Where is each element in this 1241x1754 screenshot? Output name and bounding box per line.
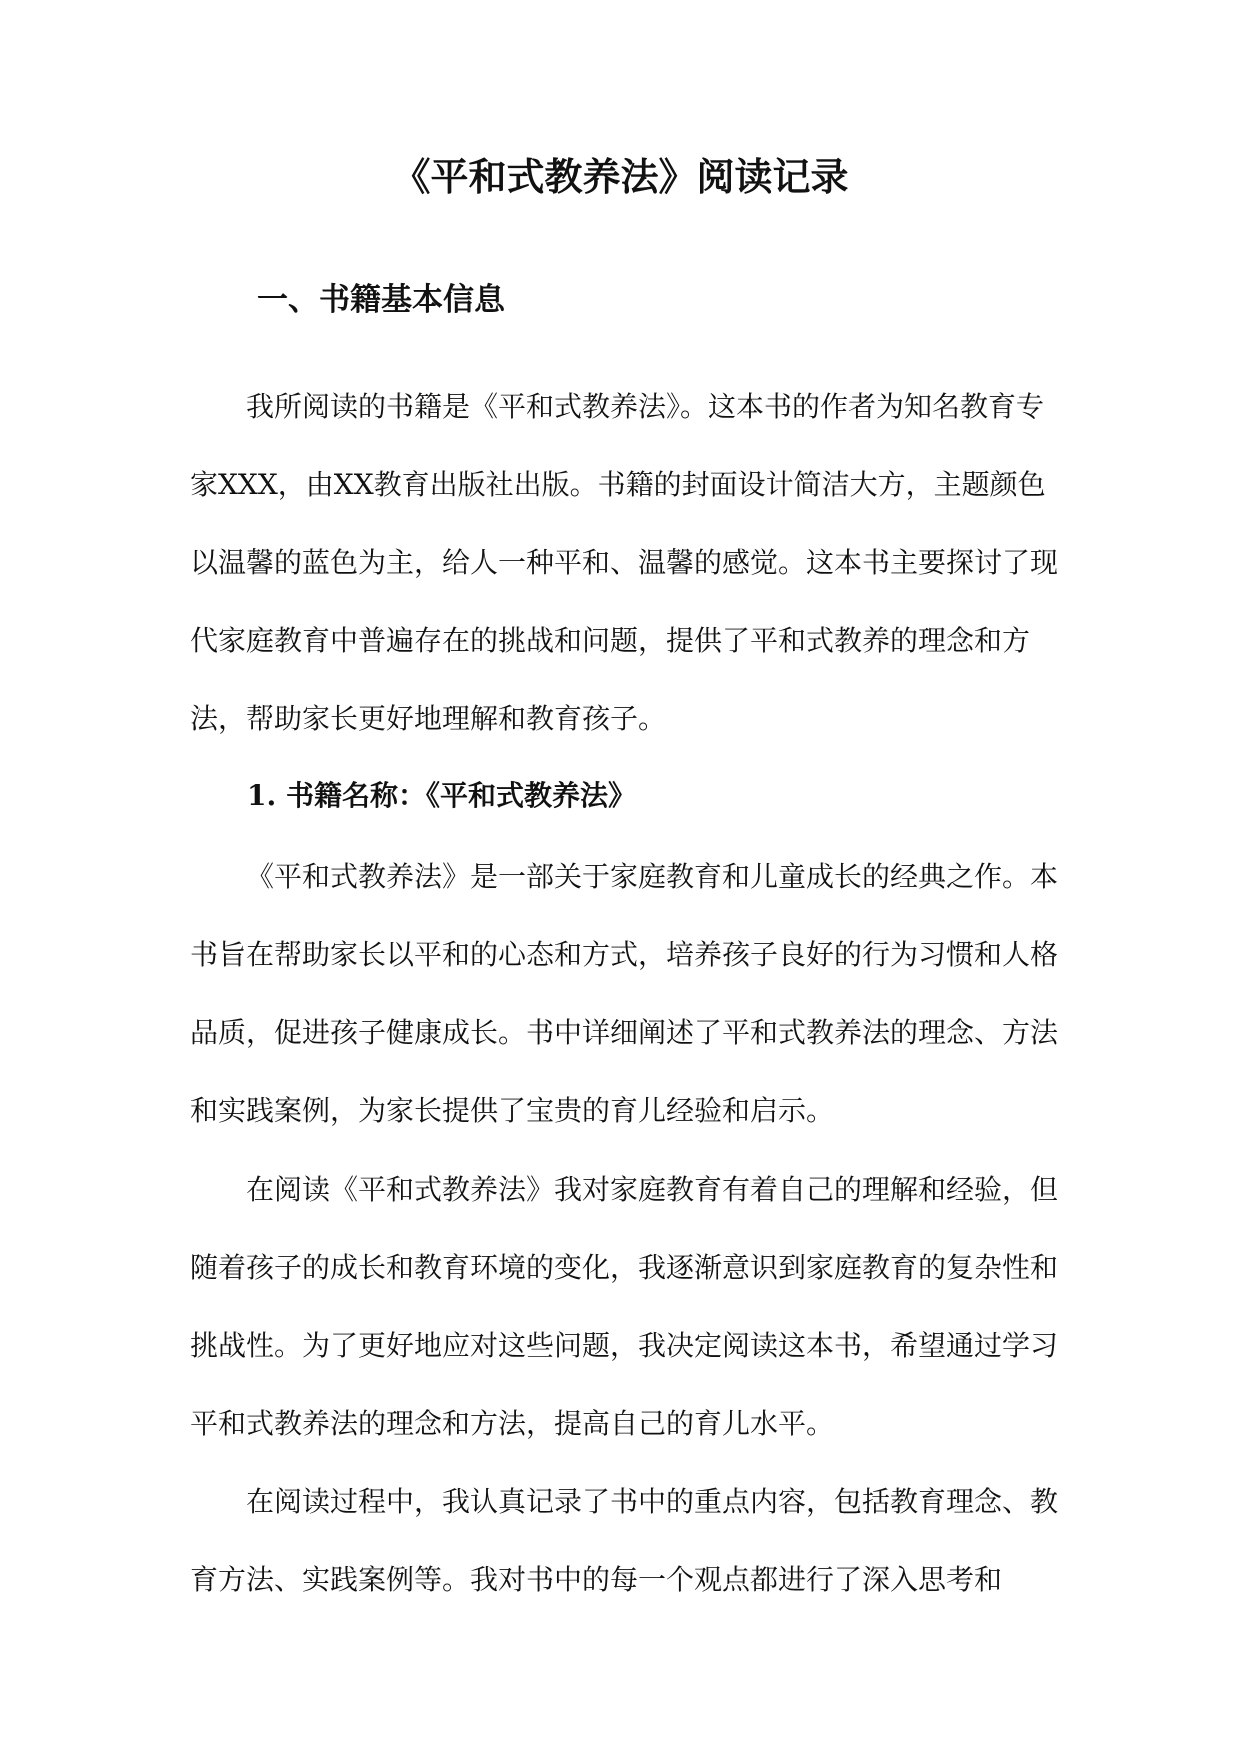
reading-process-paragraph: 在阅读过程中，我认真记录了书中的重点内容，包括教育理念、教育方法、实践案例等。我对书中的每一个观点都进行了深入思考和 [190, 1485, 1059, 1596]
section-heading-book-info: 一、书籍基本信息 [257, 282, 505, 318]
book-info-paragraph: 我所阅读的书籍是《平和式教养法》。这本书的作者为知名教育专家XXX，由XX教育出版社出版。书籍的封面设计简洁大方，主题颜色以温馨的蓝色为主，给人一种平和、温馨的感觉。这本书主要探讨了现代家庭教育中普遍存在的挑战和问题，提供了平和式教养的理念和方法，帮助家长更好地理解和教育孩子。 [190, 390, 1059, 735]
book-summary-paragraph: 《平和式教养法》是一部关于家庭教育和儿童成长的经典之作。本书旨在帮助家长以平和的心态和方式，培养孩子良好的行为习惯和人格品质，促进孩子健康成长。书中详细阐述了平和式教养法的理念、方法和实践案例，为家长提供了宝贵的育儿经验和启示。 [190, 860, 1059, 1127]
subsection-heading-book-name: 1. 书籍名称：《平和式教养法》 [247, 779, 636, 812]
document-title: 《平和式教养法》阅读记录 [392, 154, 849, 199]
reading-motivation-paragraph: 在阅读《平和式教养法》我对家庭教育有着自己的理解和经验，但随着孩子的成长和教育环境的变化，我逐渐意识到家庭教育的复杂性和挑战性。为了更好地应对这些问题，我决定阅读这本书，希望通过学习平和式教养法的理念和方法，提高自己的育儿水平。 [190, 1173, 1059, 1440]
